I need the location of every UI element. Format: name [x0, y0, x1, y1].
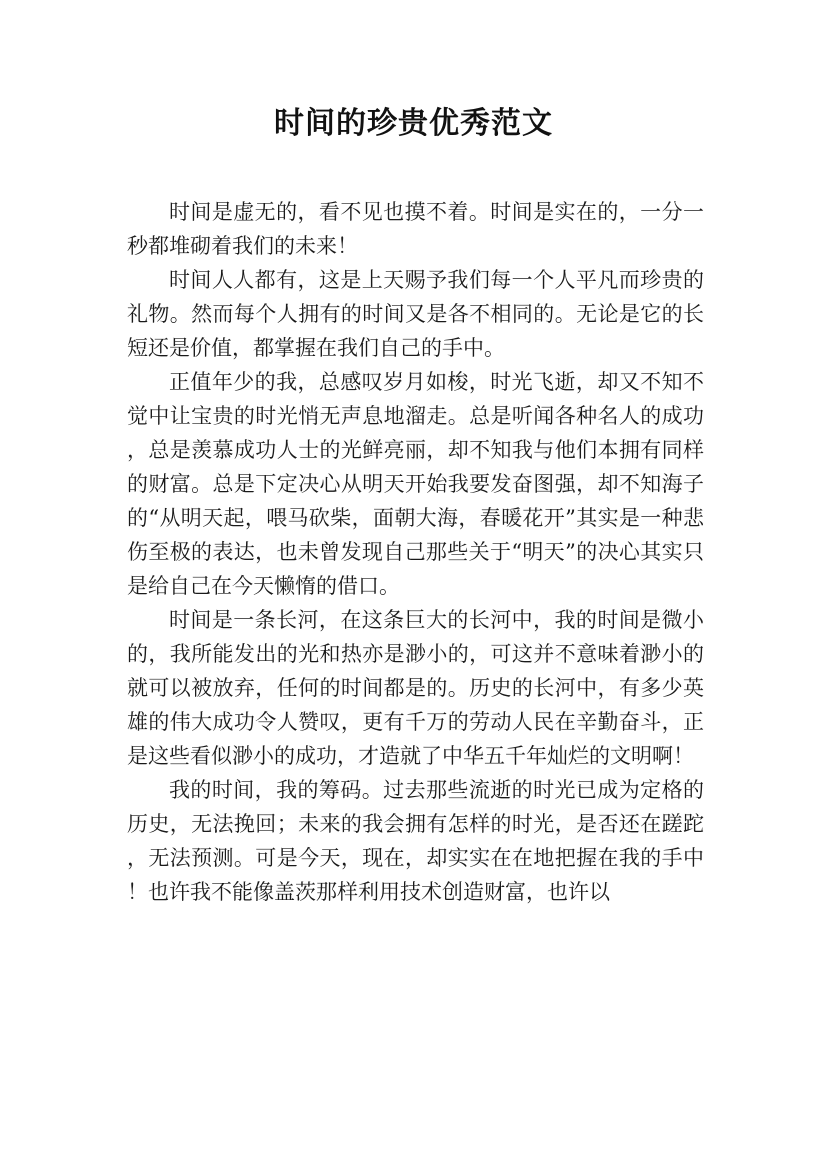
- paragraph: 正值年少的我，总感叹岁月如梭，时光飞逝，却又不知不觉中让宝贵的时光悄无声息地溜走。总是听闻各种名人的成功，总是羡慕成功人士的光鲜亮丽，却不知我与他们本拥有同样的财富。总是下定决心从明天开始我要发奋图强，却不知海子的“从明天起，喂马砍柴，面朝大海，春暖花开”其实是一种悲伤至极的表达，也未曾发现自己那些关于“明天”的决心其实只是给自己在今天懒惰的借口。: [127, 370, 704, 598]
- paragraph: 时间是一条长河，在这条巨大的长河中，我的时间是微小的，我所能发出的光和热亦是渺小的，可这并不意味着渺小的就可以被放弃，任何的时间都是的。历史的长河中，有多少英雄的伟大成功令人赞叹，更有千万的劳动人民在辛勤奋斗，正是这些看似渺小的成功，才造就了中华五千年灿烂的文明啊！: [127, 608, 704, 768]
- paragraph: 时间是虚无的，看不见也摸不着。时间是实在的，一分一秒都堆砌着我们的未来！: [127, 200, 704, 258]
- paragraph: 我的时间，我的筹码。过去那些流逝的时光已成为定格的历史，无法挽回；未来的我会拥有怎样的时光，是否还在蹉跎，无法预测。可是今天，现在，却实实在在地把握在我的手中！也许我不能像盖茨那样利用技术创造财富，也许以: [127, 778, 704, 904]
- document-body: [127, 195, 704, 909]
- paragraph: 时间人人都有，这是上天赐予我们每一个人平凡而珍贵的礼物。然而每个人拥有的时间又是各不相同的。无论是它的长短还是价值，都掌握在我们自己的手中。: [127, 268, 704, 360]
- document-title: 时间的珍贵优秀范文: [274, 106, 553, 141]
